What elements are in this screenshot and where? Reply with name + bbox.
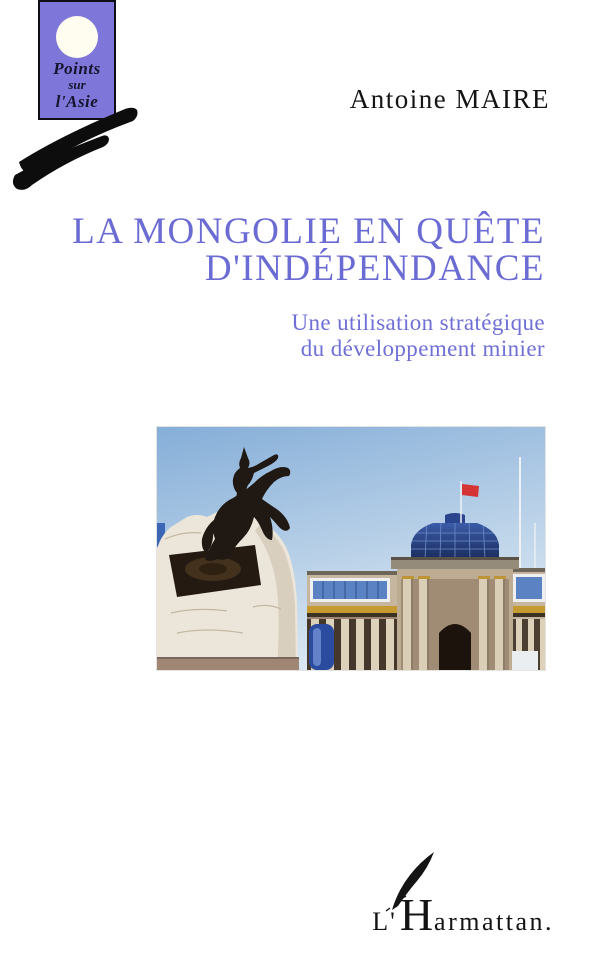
author-name: Antoine MAIRE — [349, 84, 550, 114]
publisher-prefix: L' — [372, 907, 397, 936]
publisher-name — [372, 889, 554, 940]
collection-line-1: Points — [53, 59, 101, 78]
publisher-initial: H — [399, 889, 434, 940]
palace-entrance-arch — [439, 624, 471, 670]
collection-line-2: sur — [68, 77, 86, 92]
book-title — [72, 213, 545, 287]
subtitle-line-1: Une utilisation stratégique — [291, 310, 545, 335]
collection-line-3: l'Asie — [55, 92, 99, 111]
publisher-logo — [324, 852, 554, 938]
book-subtitle — [291, 310, 545, 362]
title-line-2: D'INDÉPENDANCE — [204, 248, 545, 289]
moon-circle-icon — [56, 16, 98, 58]
cover-photo-illustration — [157, 427, 545, 670]
subtitle-line-2: du développement minier — [300, 336, 545, 361]
title-line-1: LA MONGOLIE EN QUÊTE — [72, 211, 545, 252]
cover-photo — [157, 427, 545, 670]
brush-strokes-icon — [5, 96, 155, 191]
publisher-rest: armattan. — [434, 907, 554, 936]
blue-glass-structure — [309, 624, 334, 670]
